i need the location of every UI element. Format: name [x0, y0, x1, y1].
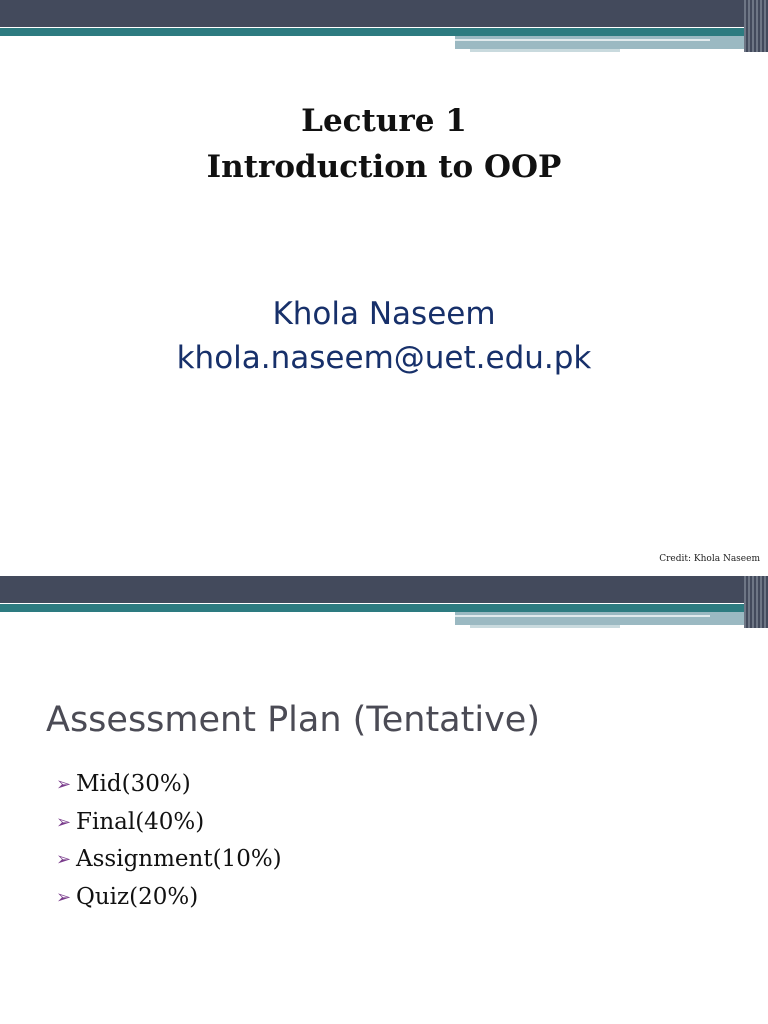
assessment-list — [56, 766, 282, 916]
header-band-dark — [0, 576, 768, 603]
header-band-highlight — [455, 615, 710, 617]
header-band-stripes — [744, 0, 768, 52]
header-band-highlight — [455, 39, 710, 41]
header-band-teal — [0, 28, 768, 36]
list-item — [56, 841, 282, 879]
author-name: Khola Naseem — [272, 296, 496, 332]
header-band — [0, 576, 768, 644]
slide-heading-wrap — [46, 696, 540, 744]
list-item — [56, 804, 282, 842]
list-item-label: Assignment(10%) — [76, 846, 282, 872]
header-band-light — [455, 36, 768, 49]
slide-heading: Assessment Plan (Tentative) — [46, 700, 540, 740]
header-band-light — [455, 612, 768, 625]
list-item-label: Final(40%) — [76, 808, 205, 835]
author-block — [0, 292, 768, 380]
list-item-label: Mid(30%) — [76, 771, 191, 797]
list-item — [56, 879, 282, 917]
lecture-title-line-2: Introduction to OOP — [206, 149, 562, 185]
arrow-bullet-icon: ➢ — [56, 774, 72, 795]
list-item — [56, 766, 282, 804]
list-item-label: Quiz(20%) — [76, 883, 199, 910]
header-band-accent — [470, 625, 620, 628]
arrow-bullet-icon: ➢ — [56, 849, 72, 870]
lecture-title — [0, 98, 768, 190]
author-email: khola.naseem@uet.edu.pk — [176, 340, 592, 376]
header-band-stripes — [744, 576, 768, 628]
header-band-teal — [0, 604, 768, 612]
arrow-bullet-icon: ➢ — [56, 886, 72, 908]
lecture-title-line-1: Lecture 1 — [301, 103, 467, 139]
slide-assessment — [0, 576, 768, 1024]
header-band — [0, 0, 768, 68]
header-band-accent — [470, 49, 620, 52]
credit-note: Credit: Khola Naseem — [659, 554, 760, 564]
arrow-bullet-icon: ➢ — [56, 811, 72, 833]
header-band-dark — [0, 0, 768, 27]
